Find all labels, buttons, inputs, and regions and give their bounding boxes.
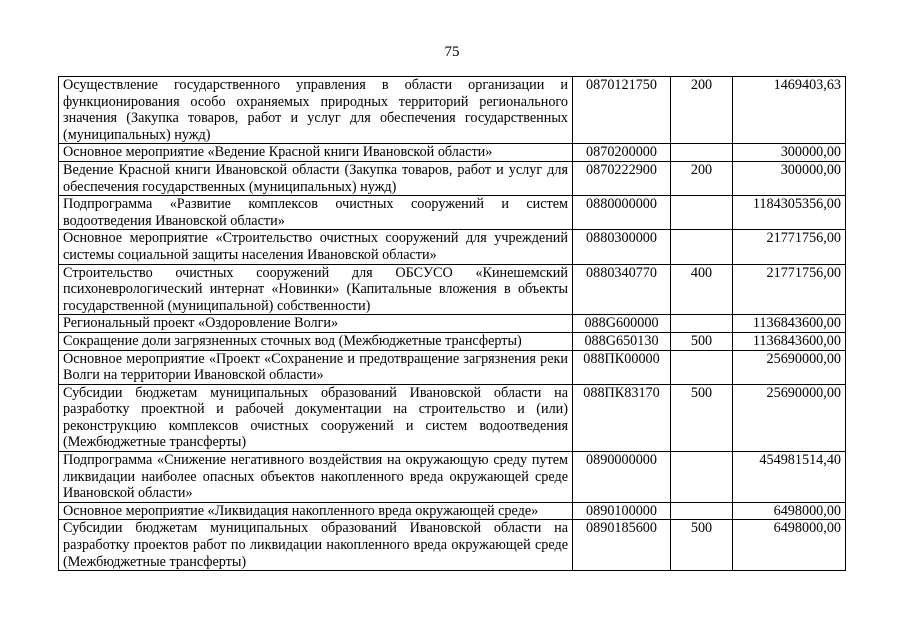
row-amount-cell: 25690000,00	[733, 350, 846, 384]
row-code-cell: 0870222900	[573, 161, 671, 195]
budget-table	[58, 76, 846, 571]
row-type-cell	[671, 350, 733, 384]
row-name-cell: Основное мероприятие «Ведение Красной книги Ивановской области»	[59, 144, 573, 162]
row-code-cell: 088ПК00000	[573, 350, 671, 384]
table-row	[59, 315, 846, 333]
row-amount-cell: 21771756,00	[733, 230, 846, 264]
row-name-cell: Осуществление государственного управления в области организации и функционирования особо охраняемых природных территорий регионального значения (Закупка товаров, работ и услуг для обеспечения государственных (муниципальных) нужд)	[59, 77, 573, 144]
row-type-cell	[671, 452, 733, 503]
row-type-cell: 400	[671, 264, 733, 315]
table-row	[59, 350, 846, 384]
row-name-cell: Строительство очистных сооружений для ОБСУСО «Кинешемский психоневрологический интернат «Новинки» (Капитальные вложения в объекты государственной (муниципальной) собственности)	[59, 264, 573, 315]
row-code-cell: 0890185600	[573, 520, 671, 571]
row-type-cell	[671, 502, 733, 520]
table-row	[59, 144, 846, 162]
row-name-cell: Основное мероприятие «Строительство очистных сооружений для учреждений системы социальной защиты населения Ивановской области»	[59, 230, 573, 264]
row-type-cell	[671, 230, 733, 264]
row-code-cell: 0880000000	[573, 196, 671, 230]
row-code-cell: 0890000000	[573, 452, 671, 503]
table-row	[59, 502, 846, 520]
row-name-cell: Региональный проект «Оздоровление Волги»	[59, 315, 573, 333]
row-name-cell: Подпрограмма «Развитие комплексов очистных сооружений и систем водоотведения Ивановской области»	[59, 196, 573, 230]
row-type-cell	[671, 144, 733, 162]
table-row	[59, 520, 846, 571]
table-row	[59, 77, 846, 144]
row-type-cell: 500	[671, 520, 733, 571]
table-row	[59, 452, 846, 503]
row-code-cell: 0880340770	[573, 264, 671, 315]
row-amount-cell: 1136843600,00	[733, 332, 846, 350]
row-name-cell: Подпрограмма «Снижение негативного воздействия на окружающую среду путем ликвидации наиболее опасных объектов накопленного вреда окружающей среде Ивановской области»	[59, 452, 573, 503]
row-name-cell: Субсидии бюджетам муниципальных образований Ивановской области на разработку проектной и рабочей документации на строительство и (или) реконструкцию комплексов очистных сооружений и систем водоотведения (Межбюджетные трансферты)	[59, 384, 573, 451]
row-name-cell: Основное мероприятие «Ликвидация накопленного вреда окружающей среде»	[59, 502, 573, 520]
row-code-cell: 0890100000	[573, 502, 671, 520]
row-name-cell: Субсидии бюджетам муниципальных образований Ивановской области на разработку проектов работ по ликвидации накопленного вреда окружающей среде (Межбюджетные трансферты)	[59, 520, 573, 571]
row-amount-cell: 25690000,00	[733, 384, 846, 451]
row-type-cell: 200	[671, 77, 733, 144]
row-amount-cell: 454981514,40	[733, 452, 846, 503]
row-code-cell: 0870200000	[573, 144, 671, 162]
table-row	[59, 161, 846, 195]
row-amount-cell: 21771756,00	[733, 264, 846, 315]
row-code-cell: 088ПК83170	[573, 384, 671, 451]
table-row	[59, 384, 846, 451]
row-amount-cell: 1469403,63	[733, 77, 846, 144]
row-type-cell: 500	[671, 332, 733, 350]
table-row	[59, 230, 846, 264]
row-code-cell: 088G650130	[573, 332, 671, 350]
row-amount-cell: 6498000,00	[733, 520, 846, 571]
table-row	[59, 264, 846, 315]
row-code-cell: 088G600000	[573, 315, 671, 333]
row-code-cell: 0870121750	[573, 77, 671, 144]
row-amount-cell: 1136843600,00	[733, 315, 846, 333]
row-amount-cell: 300000,00	[733, 161, 846, 195]
row-type-cell	[671, 315, 733, 333]
table-row	[59, 196, 846, 230]
row-amount-cell: 1184305356,00	[733, 196, 846, 230]
row-code-cell: 0880300000	[573, 230, 671, 264]
page-number: 75	[444, 44, 460, 60]
row-type-cell: 200	[671, 161, 733, 195]
row-amount-cell: 300000,00	[733, 144, 846, 162]
row-type-cell: 500	[671, 384, 733, 451]
row-type-cell	[671, 196, 733, 230]
row-amount-cell: 6498000,00	[733, 502, 846, 520]
row-name-cell: Основное мероприятие «Проект «Сохранение и предотвращение загрязнения реки Волги на территории Ивановской области»	[59, 350, 573, 384]
table-row	[59, 332, 846, 350]
row-name-cell: Ведение Красной книги Ивановской области (Закупка товаров, работ и услуг для обеспечения государственных (муниципальных) нужд)	[59, 161, 573, 195]
row-name-cell: Сокращение доли загрязненных сточных вод (Межбюджетные трансферты)	[59, 332, 573, 350]
